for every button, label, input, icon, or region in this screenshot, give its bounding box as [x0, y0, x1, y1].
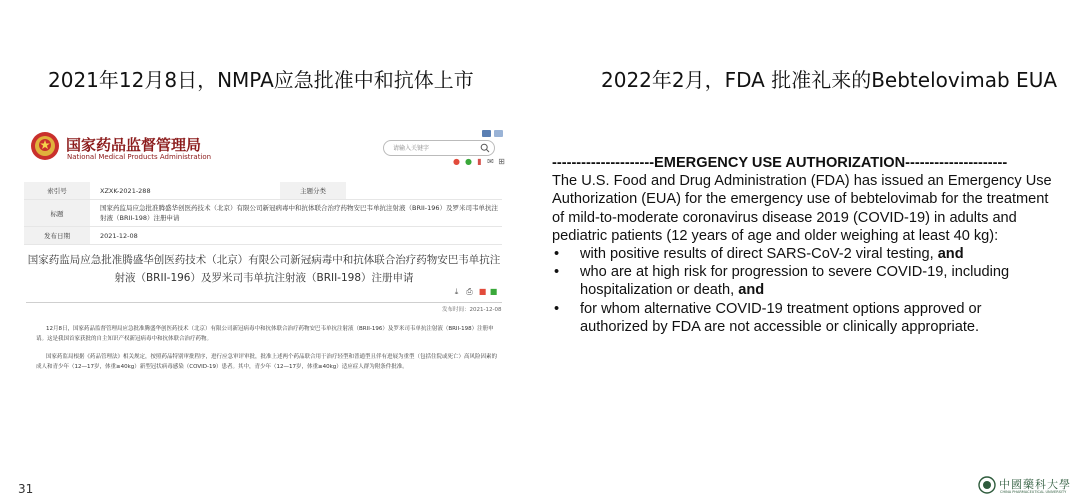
rss-icon[interactable]: ⊞: [498, 157, 505, 166]
print-icon[interactable]: ⎙: [466, 287, 473, 296]
criterion-conjunction: and: [738, 282, 765, 299]
bullet-mark: •: [554, 300, 560, 317]
bullet-mark: •: [554, 246, 560, 263]
list-item: [552, 245, 1052, 263]
weibo-icon[interactable]: ●: [453, 157, 460, 166]
university-logo-text: 中國藥科大學: [999, 478, 1071, 491]
eua-heading: ---------------------EMERGENCY USE AUTHORIZATION---------------------: [552, 155, 1008, 171]
date-value: 2021-12-08: [90, 227, 502, 245]
meta-info-table: [24, 182, 502, 245]
accessibility-icon[interactable]: [482, 130, 491, 137]
index-label: 索引号: [24, 182, 90, 200]
title-label: 标题: [24, 200, 90, 227]
national-emblem-icon: [30, 130, 60, 162]
university-seal-icon: [978, 476, 996, 494]
nmpa-announcement-screenshot: [12, 118, 514, 398]
language-icon[interactable]: [494, 130, 503, 137]
bullet-mark: •: [554, 264, 560, 281]
date-label: 发布日期: [24, 227, 90, 245]
category-label: 主题分类: [280, 182, 346, 200]
list-item: [552, 300, 1052, 336]
slide-title-left: 2021年12月8日，NMPA应急批准中和抗体上市: [48, 68, 474, 92]
table-row: [24, 182, 502, 200]
category-value: [346, 182, 502, 200]
eua-criteria-list: [552, 245, 1052, 336]
index-value: XZXK-2021-288: [90, 182, 280, 200]
fda-eua-excerpt: [552, 154, 1052, 336]
eua-intro-paragraph: The U.S. Food and Drug Administration (FDA) has issued an Emergency Use Authorization (EUA) for the emergency use of bebtelovimab for the treatment of mild-to-moderate coronavirus disease 2019 (COVID-19) in adults and pediatric patients (12 years of age and older weighing at least 40 kg):: [552, 173, 1052, 244]
criterion-text: who are at high risk for progression to severe COVID-19, including hospitalization or death,: [580, 264, 1010, 299]
mobile-icon[interactable]: ▮: [477, 157, 482, 166]
divider: [26, 302, 502, 303]
publish-date: 发布时间：2021-12-08: [442, 307, 502, 313]
criterion-text: for whom alternative COVID-19 treatment options approved or authorized by FDA are not accessible or clinically appropriate.: [580, 300, 982, 335]
university-logo-subtext: CHINA PHARMACEUTICAL UNIVERSITY: [1000, 490, 1067, 494]
criterion-conjunction: and: [937, 246, 964, 263]
wechat-icon[interactable]: ●: [465, 157, 472, 166]
search-input[interactable]: [383, 140, 495, 156]
share-weibo-icon[interactable]: ■: [478, 287, 487, 296]
site-name-en: National Medical Products Administration: [67, 153, 212, 161]
slide-title-right: 2022年2月，FDA 批准礼来的Bebtelovimab EUA: [601, 68, 1058, 92]
email-icon[interactable]: ✉: [487, 157, 494, 166]
table-row: [24, 200, 502, 227]
announcement-heading: 国家药监局应急批准腾盛华创医药技术（北京）有限公司新冠病毒中和抗体联合治疗药物安巴韦单抗注射液（BRII-196）及罗米司韦单抗注射液（BRII-198）注册申请: [27, 254, 501, 284]
table-row: [24, 227, 502, 245]
page-number: 31: [18, 482, 34, 496]
download-icon[interactable]: ⤓: [454, 287, 459, 296]
site-name-cn: 国家药品监督管理局: [66, 136, 202, 154]
share-wechat-icon[interactable]: ■: [489, 287, 498, 296]
body-paragraph-1: 12月8日，国家药品监督管理局应急批准腾盛华创医药技术（北京）有限公司新冠病毒中和抗体联合治疗药物安巴韦单抗注射液（BRII-196）及罗米司韦单抗注射液（BRII-198）注册申请。这是我国首家获批的自主知识产权新冠病毒中和抗体联合治疗药物。: [36, 326, 494, 342]
list-item: [552, 263, 1052, 299]
search-icon[interactable]: [480, 143, 490, 153]
search-placeholder: 请输入关键字: [393, 145, 430, 152]
title-value: 国家药监局应急批准腾盛华创医药技术（北京）有限公司新冠病毒中和抗体联合治疗药物安巴韦单抗注射液（BRII-196）及罗米司韦单抗注射液（BRII-198）注册申请: [90, 200, 502, 227]
body-paragraph-2: 国家药监局根据《药品管理法》相关规定，按照药品特别审批程序，进行应急审评审批，批准上述两个药品联合用于治疗轻型和普通型且伴有进展为重型（包括住院或死亡）高风险因素的成人和青少年（12—17岁，体重≥40kg）新型冠状病毒感染（COVID-19）患者。其中，青少年（12—17岁，体重≥40kg）适应症人群为附条件批准。: [36, 354, 498, 370]
criterion-text: with positive results of direct SARS-CoV-2 viral testing,: [580, 246, 938, 263]
nmpa-site-header: [12, 118, 514, 180]
